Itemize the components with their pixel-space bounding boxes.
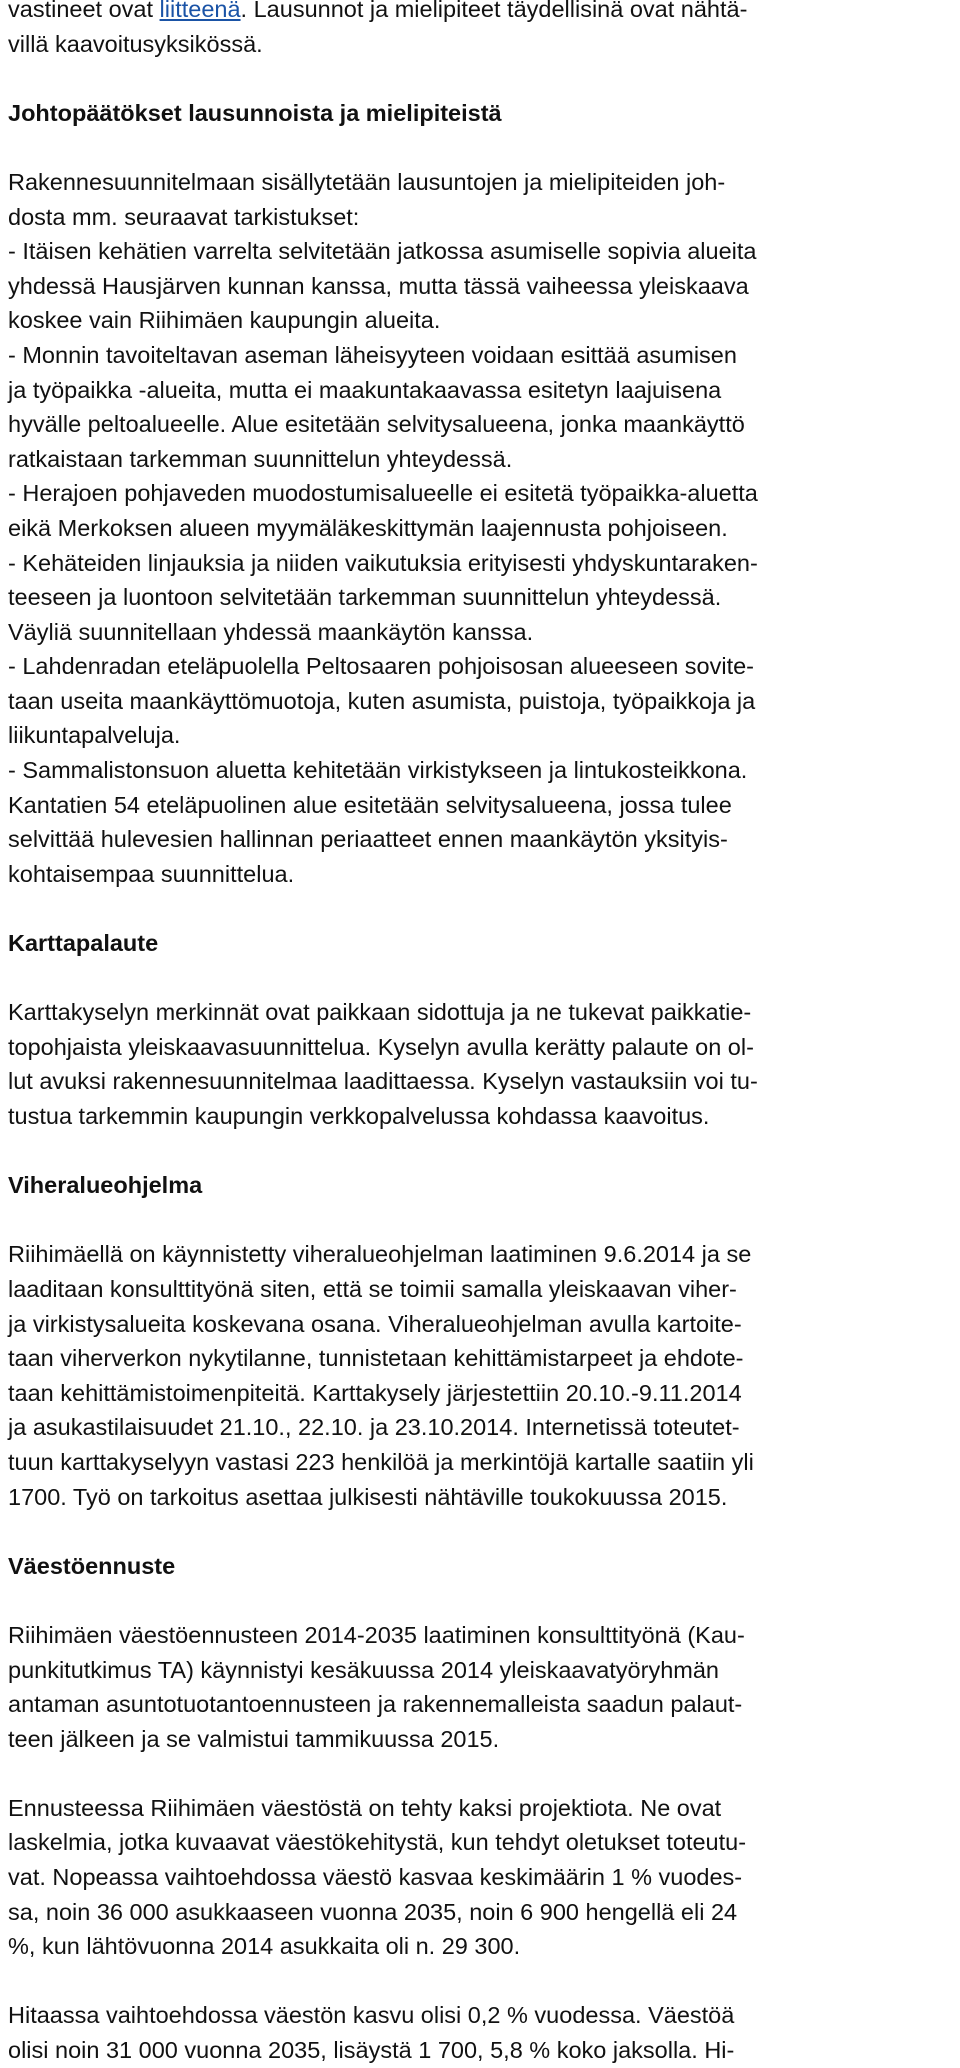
text-line: tustua tarkemmin kaupungin verkkopalvelussa kohdassa kaavoitus.	[8, 1103, 710, 1129]
text-line: Ennusteessa Riihimäen väestöstä on tehty kaksi projektiota. Ne ovat	[8, 1794, 722, 1821]
section	[8, 61, 926, 891]
paragraph-gap	[8, 891, 926, 926]
paragraph-gap	[8, 130, 926, 165]
text-line: Riihimäen väestöennusteen 2014-2035 laatiminen konsulttityönä (Kau-	[8, 1621, 745, 1648]
text-line: topohjaista yleiskaavasuunnittelua. Kyselyn avulla kerätty palaute on ol-	[8, 1033, 754, 1060]
text-line: - Lahdenradan eteläpuolella Peltosaaren pohjoisosan alueeseen sovite-	[8, 653, 755, 680]
text-line: punkitutkimus TA) käynnistyi kesäkuussa 2014 yleiskaavatyöryhmän	[8, 1656, 719, 1683]
paragraph-gap	[8, 1203, 926, 1238]
text-line: ja virkistysalueita koskevana osana. Viheralueohjelman avulla kartoite-	[8, 1310, 742, 1337]
paragraph-gap	[8, 61, 926, 96]
paragraph	[8, 1237, 926, 1514]
text-line: taan viherverkon nykytilanne, tunnistetaan kehittämistarpeet ja ehdote-	[8, 1345, 744, 1372]
text-line: Kantatien 54 eteläpuolinen alue esitetään selvitysalueena, jossa tulee	[8, 791, 732, 818]
paragraph	[8, 995, 926, 1133]
paragraph-gap	[8, 1964, 926, 1999]
section-heading: Viheralueohjelma	[8, 1172, 203, 1199]
text-fragment: . Lausunnot ja mielipiteet täydellisinä ovat nähtä-	[240, 0, 748, 22]
text-line: taan kehittämistoimenpiteitä. Karttakysely järjestettiin 20.10.-9.11.2014	[8, 1379, 742, 1406]
text-line: tuun karttakyselyyn vastasi 223 henkilöä ja merkintöjä kartalle saatiin yli	[8, 1448, 754, 1475]
text-line: antaman asuntotuotantoennusteen ja rakennemalleista saadun palaut-	[8, 1691, 743, 1718]
paragraph	[8, 1791, 926, 1964]
text-line: selvittää hulevesien hallinnan periaatteet ennen maankäytön yksityis-	[8, 826, 728, 853]
paragraph-gap	[8, 1134, 926, 1169]
paragraph	[8, 1998, 926, 2067]
text-line: Riihimäellä on käynnistetty viheralueohjelman laatiminen 9.6.2014 ja se	[8, 1241, 752, 1268]
text-line: koskee vain Riihimäen kaupungin alueita.	[8, 307, 441, 334]
text-line: ja työpaikka -alueita, mutta ei maakuntakaavassa esitetyn laajuisena	[8, 376, 722, 403]
text-line: - Kehäteiden linjauksia ja niiden vaikutuksia erityisesti yhdyskuntaraken-	[8, 549, 758, 576]
text-line: lut avuksi rakennesuunnitelmaa laadittaessa. Kyselyn vastauksiin voi tu-	[8, 1068, 758, 1095]
text-line: laskelmia, jotka kuvaavat väestökehitystä, kun tehdyt oletukset toteutu-	[8, 1829, 747, 1856]
paragraph-gap	[8, 961, 926, 996]
text-line: - Monnin tavoiteltavan aseman läheisyyteen voidaan esittää asumisen	[8, 341, 737, 368]
text-line: liikuntapalveluja.	[8, 722, 181, 749]
text-line: Karttakyselyn merkinnät ovat paikkaan sidottuja ja ne tukevat paikkatie-	[8, 999, 752, 1026]
text-line: teeseen ja luontoon selvitetään tarkemman suunnittelun yhteydessä.	[8, 584, 722, 611]
document-sections	[8, 61, 926, 2067]
text-line: kohtaisempaa suunnittelua.	[8, 860, 295, 887]
text-line: - Herajoen pohjaveden muodostumisalueelle ei esitetä työpaikka-aluetta	[8, 480, 758, 507]
section	[8, 1134, 926, 1515]
text-line: vat. Nopeassa vaihtoehdossa väestö kasvaa keskimäärin 1 % vuodes-	[8, 1864, 743, 1891]
text-line: dosta mm. seuraavat tarkistukset:	[8, 203, 360, 230]
text-line: yhdessä Hausjärven kunnan kanssa, mutta tässä vaiheessa yleiskaava	[8, 272, 749, 299]
text-line: olisi noin 31 000 vuonna 2035, lisäystä 1 700, 5,8 % koko jaksolla. Hi-	[8, 2037, 735, 2064]
paragraph-gap	[8, 1756, 926, 1791]
text-line: %, kun lähtövuonna 2014 asukkaita oli n. 29 300.	[8, 1933, 521, 1960]
text-line: 1700. Työ on tarkoitus asettaa julkisesti nähtäville toukokuussa 2015.	[8, 1483, 728, 1510]
paragraph-gap	[8, 1583, 926, 1618]
paragraph-gap	[8, 1514, 926, 1549]
text-line: - Itäisen kehätien varrelta selvitetään jatkossa asumiselle sopivia alueita	[8, 238, 757, 265]
text-line: - Sammalistonsuon aluetta kehitetään virkistykseen ja lintukosteikkona.	[8, 757, 748, 784]
text-line: taan useita maankäyttömuotoja, kuten asumista, puistoja, työpaikkoja ja	[8, 687, 756, 714]
text-line: Rakennesuunnitelmaan sisällytetään lausuntojen ja mielipiteiden joh-	[8, 168, 726, 195]
text-line: hyvälle peltoalueelle. Alue esitetään selvitysalueena, jonka maankäyttö	[8, 411, 745, 438]
text-line: sa, noin 36 000 asukkaaseen vuonna 2035, noin 6 900 hengellä eli 24	[8, 1898, 738, 1925]
paragraph	[8, 165, 926, 891]
text-line: ratkaistaan tarkemman suunnittelun yhteydessä.	[8, 445, 513, 472]
text-line: Hitaassa vaihtoehdossa väestön kasvu olisi 0,2 % vuodessa. Väestöä	[8, 2002, 735, 2029]
text-line: villä kaavoitusyksikössä.	[8, 30, 263, 57]
section	[8, 891, 926, 1133]
section	[8, 1514, 926, 2068]
text-line: Väyliä suunnitellaan yhdessä maankäytön kanssa.	[8, 618, 534, 645]
section-heading: Karttapalaute	[8, 930, 159, 957]
text-line: laaditaan konsulttityönä siten, että se toimii samalla yleiskaavan viher-	[8, 1275, 737, 1302]
text-line: eikä Merkoksen alueen myymäläkeskittymän laajennusta pohjoiseen.	[8, 514, 728, 541]
attachment-link[interactable]: liitteenä	[159, 0, 241, 22]
section-heading: Väestöennuste	[8, 1552, 176, 1579]
text-line: teen jälkeen ja se valmistui tammikuussa 2015.	[8, 1725, 500, 1752]
text-line	[8, 0, 926, 27]
paragraph	[8, 1618, 926, 1756]
intro-block	[8, 0, 926, 61]
text-fragment: vastineet ovat	[8, 0, 160, 22]
section-heading: Johtopäätökset lausunnoista ja mielipiteistä	[8, 99, 502, 126]
text-line: ja asukastilaisuudet 21.10., 22.10. ja 23.10.2014. Internetissä toteutet-	[8, 1414, 740, 1441]
